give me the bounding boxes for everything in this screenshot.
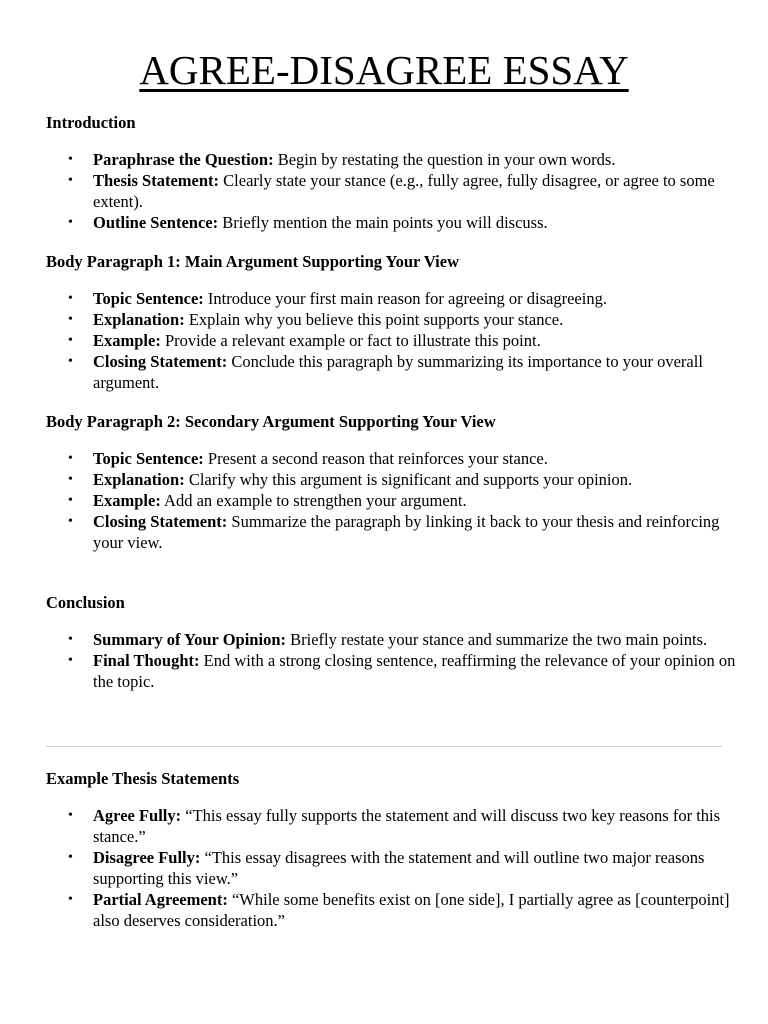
item-label: Paraphrase the Question: <box>93 150 274 169</box>
item-text: Add an example to strengthen your argument. <box>160 491 467 510</box>
bullet-list <box>46 629 736 692</box>
list-item <box>46 469 736 490</box>
item-label: Summary of Your Opinion: <box>93 630 286 649</box>
list-item <box>46 212 736 233</box>
section-example-thesis-statements <box>46 768 736 931</box>
item-text: Briefly mention the main points you will discuss. <box>218 213 548 232</box>
section-heading: Example Thesis Statements <box>46 769 240 788</box>
section-heading: Conclusion <box>46 593 125 612</box>
list-item <box>46 448 736 469</box>
item-text: “This essay disagrees with the statement and will outline two major reasons supporting this view.” <box>93 848 705 888</box>
list-item <box>46 805 736 847</box>
bullet-list <box>46 149 736 233</box>
list-item <box>46 629 736 650</box>
bullet-icon: • <box>68 333 73 348</box>
section-heading: Introduction <box>46 113 136 132</box>
item-label: Explanation: <box>93 470 185 489</box>
section-heading: Body Paragraph 2: Secondary Argument Supporting Your View <box>46 412 496 431</box>
item-text: Provide a relevant example or fact to illustrate this point. <box>160 331 541 350</box>
bullet-icon: • <box>68 472 73 487</box>
bullet-icon: • <box>68 632 73 647</box>
list-item <box>46 170 736 212</box>
list-item <box>46 490 736 511</box>
document-title-text: AGREE-DISAGREE ESSAY <box>139 47 629 93</box>
bullet-icon: • <box>68 312 73 327</box>
list-item <box>46 149 736 170</box>
bullet-icon: • <box>68 892 73 907</box>
item-text: Clearly state your stance (e.g., fully agree, fully disagree, or agree to some extent). <box>93 171 715 211</box>
item-label: Agree Fully: <box>93 806 182 825</box>
list-item <box>46 351 736 393</box>
horizontal-divider <box>46 746 722 747</box>
bullet-list <box>46 288 736 393</box>
document-title <box>0 44 768 96</box>
item-text: “While some benefits exist on [one side], I partially agree as [counterpoint] also deserves consideration.” <box>93 890 730 930</box>
bullet-list <box>46 805 736 931</box>
item-label: Topic Sentence: <box>93 449 204 468</box>
item-label: Closing Statement: <box>93 512 228 531</box>
bullet-list <box>46 448 736 553</box>
list-item <box>46 889 736 931</box>
item-label: Topic Sentence: <box>93 289 204 308</box>
item-label: Thesis Statement: <box>93 171 220 190</box>
item-text: Present a second reason that reinforces your stance. <box>203 449 548 468</box>
list-item <box>46 511 736 553</box>
item-label: Outline Sentence: <box>93 213 219 232</box>
section-body-paragraph-1 <box>46 251 736 393</box>
bullet-icon: • <box>68 215 73 230</box>
item-label: Partial Agreement: <box>93 890 228 909</box>
item-text: “This essay fully supports the statement and will discuss two key reasons for this stance.” <box>93 806 721 846</box>
section-introduction <box>46 112 736 233</box>
list-item <box>46 288 736 309</box>
bullet-icon: • <box>68 291 73 306</box>
bullet-icon: • <box>68 808 73 823</box>
list-item <box>46 309 736 330</box>
bullet-icon: • <box>68 354 73 369</box>
bullet-icon: • <box>68 493 73 508</box>
item-text: Clarify why this argument is significant and supports your opinion. <box>184 470 633 489</box>
bullet-icon: • <box>68 514 73 529</box>
item-label: Disagree Fully: <box>93 848 201 867</box>
item-label: Explanation: <box>93 310 185 329</box>
item-label: Final Thought: <box>93 651 200 670</box>
list-item <box>46 650 736 692</box>
section-heading: Body Paragraph 1: Main Argument Supporting Your View <box>46 252 459 271</box>
item-label: Example: <box>93 331 161 350</box>
bullet-icon: • <box>68 152 73 167</box>
item-text: Briefly restate your stance and summarize the two main points. <box>286 630 708 649</box>
bullet-icon: • <box>68 653 73 668</box>
item-text: Summarize the paragraph by linking it back to your thesis and reinforcing your view. <box>93 512 720 552</box>
item-text: Introduce your first main reason for agreeing or disagreeing. <box>203 289 607 308</box>
item-label: Closing Statement: <box>93 352 228 371</box>
section-conclusion <box>46 592 736 692</box>
list-item <box>46 847 736 889</box>
section-body-paragraph-2 <box>46 411 736 553</box>
bullet-icon: • <box>68 173 73 188</box>
bullet-icon: • <box>68 451 73 466</box>
item-text: End with a strong closing sentence, reaffirming the relevance of your opinion on the topic. <box>93 651 736 691</box>
item-text: Explain why you believe this point supports your stance. <box>184 310 564 329</box>
item-text: Conclude this paragraph by summarizing its importance to your overall argument. <box>93 352 703 392</box>
item-label: Example: <box>93 491 161 510</box>
bullet-icon: • <box>68 850 73 865</box>
item-text: Begin by restating the question in your own words. <box>273 150 616 169</box>
list-item <box>46 330 736 351</box>
